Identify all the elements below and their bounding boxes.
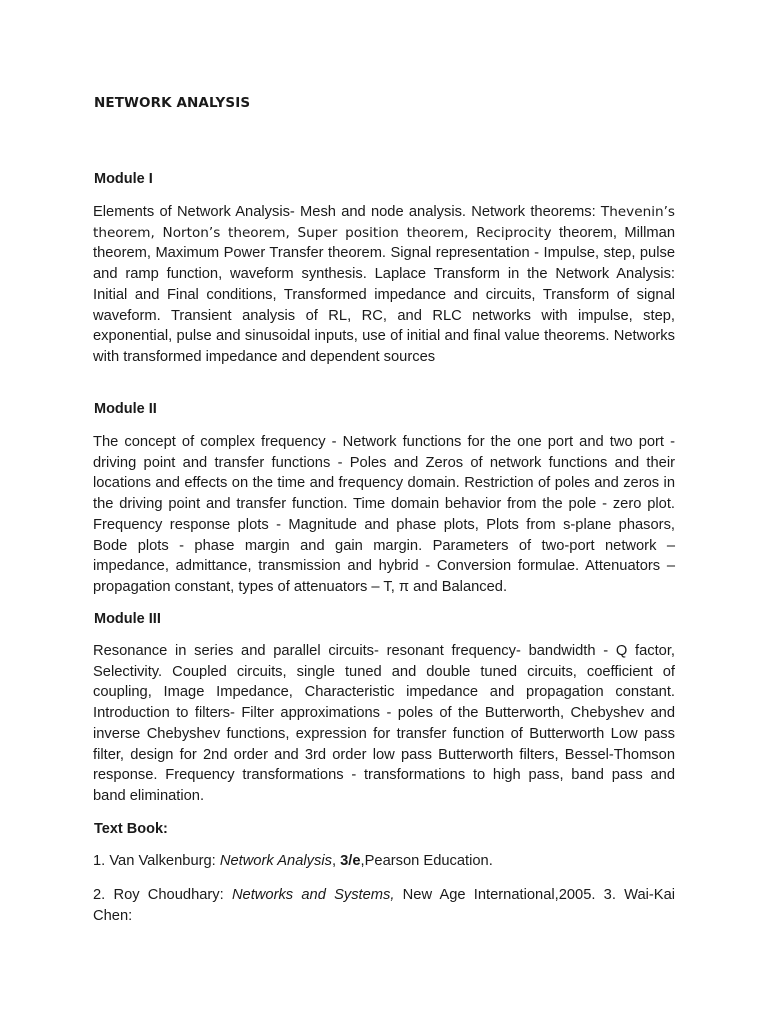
textbook-item-1-sep: ,	[331, 853, 341, 869]
module-1-text-post: theorem, Millman theorem, Maximum Power Transfer theorem. Signal representation - Impulse, step, pulse and ramp function, waveform synthesis. Laplace Transform in the Network Analysis: Initial and Final conditions, Transformed impedance and circuits, Transform of signal waveform. Transient analysis of RL, RC, and RLC networks with impulse, step, exponential, pulse and sinusoidal inputs, use of initial and final value theorems. Networks with transformed impedance and dependent sources	[93, 224, 675, 365]
module-3-heading: Module III	[94, 611, 161, 627]
module-1-text	[93, 202, 675, 368]
textbook-item-1-publisher: ,Pearson Education.	[360, 853, 493, 869]
textbook-item-2-title: Networks and Systems,	[231, 887, 395, 903]
module-1-text-pre: Elements of Network Analysis- Mesh and node analysis. Network theorems:	[93, 204, 601, 220]
textbook-item-2	[93, 885, 675, 926]
module-2-heading: Module II	[94, 401, 157, 417]
textbook-item-2-publisher: New Age International,2005. 3. Wai-Kai Chen:	[93, 887, 676, 924]
textbook-heading: Text Book:	[94, 821, 168, 837]
module-1-text-theorems: Thevenin’s theorem, Norton’s theorem, Super position theorem, Reciprocity	[93, 204, 675, 241]
textbook-item-1-edition: 3/e	[340, 853, 361, 869]
textbook-item-1-author: 1. Van Valkenburg:	[93, 853, 220, 869]
module-3-text: Resonance in series and parallel circuits- resonant frequency- bandwidth - Q factor, Selectivity. Coupled circuits, single tuned and double tuned circuits, coefficient of coupling, Image Impedance, Characteristic impedance and propagation constant. Introduction to filters- Filter approximations - poles of the Butterworth, Chebyshev and inverse Chebyshev functions, expression for transfer function of Butterworth Low pass filter, design for 2nd order and 3rd order low pass Butterworth filters, Bessel-Thomson response. Frequency transformations - transformations to high pass, band pass and band elimination.	[93, 643, 675, 804]
textbook-item-2-author: 2. Roy Choudhary:	[93, 887, 232, 903]
textbook-item-1-title: Network Analysis	[219, 853, 332, 869]
textbook-item-1	[93, 851, 675, 872]
module-2-text: The concept of complex frequency - Network functions for the one port and two port - driving point and transfer functions - Poles and Zeros of network functions and their locations and effects on the time and frequency domain. Restriction of poles and zeros in the driving point and transfer function. Time domain behavior from the pole - zero plot. Frequency response plots - Magnitude and phase plots, Plots from s-plane phasors, Bode plots - phase margin and gain margin. Parameters of two-port network – impedance, admittance, transmission and hybrid - Conversion formulae. Attenuators – propagation constant, types of attenuators – T, π and Balanced.	[93, 434, 675, 595]
document-title: NETWORK ANALYSIS	[94, 95, 251, 111]
module-1-heading: Module I	[94, 171, 153, 187]
